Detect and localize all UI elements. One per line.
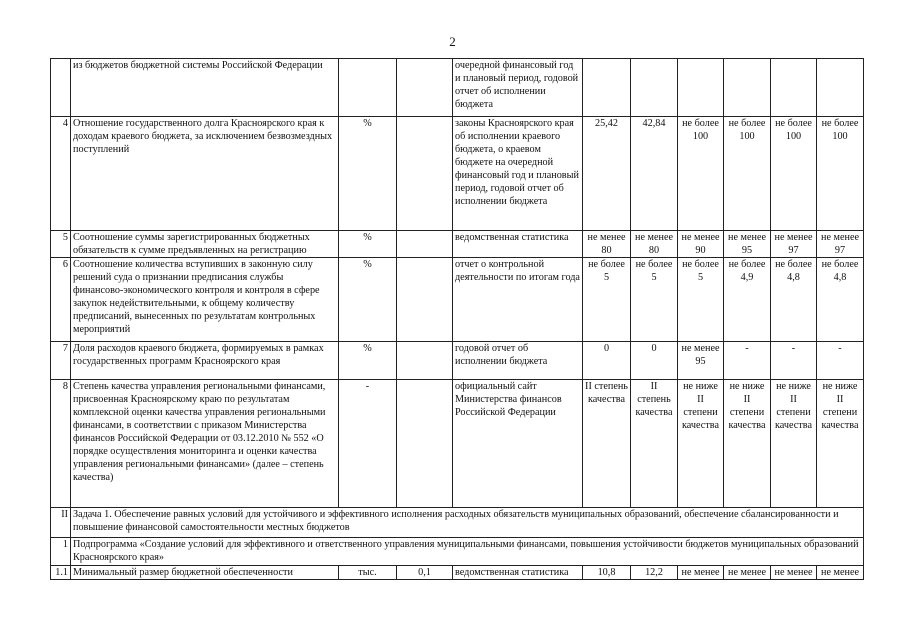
value-cell: не ниже II степени качества (771, 380, 817, 508)
value-cell: не более 4,8 (817, 258, 864, 342)
unit-cell: % (339, 342, 397, 380)
value-cell: не менее 80 (583, 231, 631, 258)
row-number: 8 (51, 380, 71, 508)
value-cell: не более 100 (724, 117, 771, 231)
indicator-name: Соотношение количества вступивших в законную силу решений суда о признании предписания службы финансово-экономического контроля и контроля в сфере закупок недействительными, к общему количеству предписаний, вынесенных по результатам контрольных мероприятий (71, 258, 339, 342)
value-cell: не более 100 (771, 117, 817, 231)
weight-cell (397, 231, 453, 258)
row-number: 4 (51, 117, 71, 231)
value-cell: не более 100 (678, 117, 724, 231)
value-cell: не более 5 (631, 258, 678, 342)
value-cell: не более 5 (678, 258, 724, 342)
value-cell: не менее (771, 566, 817, 580)
weight-cell (397, 342, 453, 380)
value-cell (724, 59, 771, 117)
table-row (51, 59, 864, 117)
source-cell: ведомственная статистика (453, 566, 583, 580)
row-number: 7 (51, 342, 71, 380)
row-number: 1.1 (51, 566, 71, 580)
value-cell (631, 59, 678, 117)
value-cell: - (817, 342, 864, 380)
indicator-name: Доля расходов краевого бюджета, формируемых в рамках государственных программ Красноярского края (71, 342, 339, 380)
value-cell: не ниже II степени качества (678, 380, 724, 508)
value-cell: 42,84 (631, 117, 678, 231)
value-cell (678, 59, 724, 117)
value-cell: не менее 80 (631, 231, 678, 258)
page-number: 2 (449, 34, 456, 49)
unit-cell (339, 59, 397, 117)
indicators-table (50, 58, 864, 580)
value-cell: II степень качества (583, 380, 631, 508)
value-cell: не менее 95 (678, 342, 724, 380)
task-row (51, 508, 864, 538)
table-row (51, 342, 864, 380)
value-cell (771, 59, 817, 117)
indicator-name: Отношение государственного долга Красноярского края к доходам краевого бюджета, за исключением безвозмездных поступлений (71, 117, 339, 231)
indicator-name: из бюджетов бюджетной системы Российской Федерации (71, 59, 339, 117)
value-cell: не более 100 (817, 117, 864, 231)
value-cell (817, 59, 864, 117)
unit-cell: тыс. (339, 566, 397, 580)
row-number: 6 (51, 258, 71, 342)
value-cell: II степень качества (631, 380, 678, 508)
value-cell: не более 4,8 (771, 258, 817, 342)
source-cell: годовой отчет об исполнении бюджета (453, 342, 583, 380)
value-cell: не менее 97 (771, 231, 817, 258)
source-cell: очередной финансовый год и плановый период, годовой отчет об исполнении бюджета (453, 59, 583, 117)
value-cell: не менее 95 (724, 231, 771, 258)
weight-cell: 0,1 (397, 566, 453, 580)
row-number: 1 (51, 538, 71, 566)
unit-cell: % (339, 231, 397, 258)
value-cell: не ниже II степени качества (817, 380, 864, 508)
value-cell: 10,8 (583, 566, 631, 580)
unit-cell: - (339, 380, 397, 508)
table-row (51, 117, 864, 231)
value-cell (583, 59, 631, 117)
value-cell: не менее 97 (817, 231, 864, 258)
value-cell: не менее 90 (678, 231, 724, 258)
unit-cell: % (339, 258, 397, 342)
value-cell: не более 5 (583, 258, 631, 342)
row-number: II (51, 508, 71, 538)
value-cell: - (771, 342, 817, 380)
source-cell: отчет о контрольной деятельности по итогам года (453, 258, 583, 342)
task-text: Задача 1. Обеспечение равных условий для устойчивого и эффективного исполнения расходных обязательств муниципальных образований, обеспечение сбалансированности и повышение финансовой самостоятельности местных бюджетов (71, 508, 864, 538)
value-cell: не менее (678, 566, 724, 580)
value-cell: 0 (583, 342, 631, 380)
source-cell: ведомственная статистика (453, 231, 583, 258)
value-cell: 0 (631, 342, 678, 380)
value-cell: не более 4,9 (724, 258, 771, 342)
table-row (51, 231, 864, 258)
source-cell: законы Красноярского края об исполнении краевого бюджета, о краевом бюджете на очередной финансовый год и плановый период, годовой отчет об исполнении бюджета (453, 117, 583, 231)
value-cell: 25,42 (583, 117, 631, 231)
indicator-name: Соотношение суммы зарегистрированных бюджетных обязательств к сумме предъявленных на регистрацию (71, 231, 339, 258)
row-number: 5 (51, 231, 71, 258)
indicator-name: Степень качества управления региональными финансами, присвоенная Красноярскому краю по результатам комплексной оценки качества управления региональными финансами, в соответствии с приказом Министерства финансов Российской Федерации от 03.12.2010 № 552 «О порядке осуществления мониторинга и оценки качества управления региональными финансами» (далее – степень качества) (71, 380, 339, 508)
value-cell: - (724, 342, 771, 380)
indicator-name: Минимальный размер бюджетной обеспеченности (71, 566, 339, 580)
value-cell: 12,2 (631, 566, 678, 580)
table-row (51, 258, 864, 342)
row-number (51, 59, 71, 117)
unit-cell: % (339, 117, 397, 231)
weight-cell (397, 380, 453, 508)
value-cell: не менее (724, 566, 771, 580)
table-row (51, 566, 864, 580)
subprogram-text: Подпрограмма «Создание условий для эффективного и ответственного управления муниципальными финансами, повышения устойчивости бюджетов муниципальных образований Красноярского края» (71, 538, 864, 566)
weight-cell (397, 258, 453, 342)
value-cell: не ниже II степени качества (724, 380, 771, 508)
value-cell: не менее (817, 566, 864, 580)
table-row (51, 380, 864, 508)
weight-cell (397, 59, 453, 117)
subprogram-row (51, 538, 864, 566)
source-cell: официальный сайт Министерства финансов Российской Федерации (453, 380, 583, 508)
weight-cell (397, 117, 453, 231)
